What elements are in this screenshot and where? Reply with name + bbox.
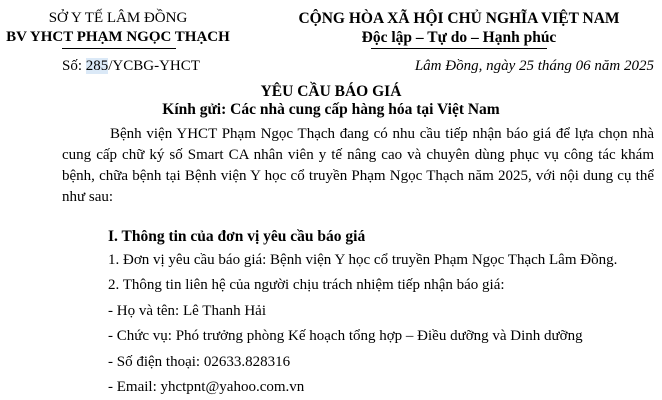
document-number-prefix: Số: [62, 58, 86, 74]
list-item: - Số điện thoại: 02633.828316 [108, 354, 291, 370]
list-item: - Email: yhctpnt@yahoo.com.vn [108, 379, 305, 395]
recipient-line: Kính gửi: Các nhà cung cấp hàng hóa tại Việt Nam [162, 101, 500, 118]
issuer-department: SỞ Y TẾ LÂM ĐỒNG [48, 10, 188, 26]
list-item: - Chức vụ: Phó trưởng phòng Kế hoạch tổng hợp – Điều dưỡng và Dinh dưỡng [108, 328, 583, 344]
list-item: - Họ và tên: Lê Thanh Hải [108, 303, 267, 319]
issuer-underline [62, 48, 176, 49]
section-heading: I. Thông tin của đơn vị yêu cầu báo giá [108, 228, 366, 245]
document-number-value: 285 [85, 58, 109, 74]
document-number [62, 58, 200, 75]
document-title: YÊU CẦU BÁO GIÁ [260, 83, 402, 100]
intro-paragraph: Bệnh viện YHCT Phạm Ngọc Thạch đang có nhu cầu tiếp nhận báo giá để lựa chọn nhà cung cấp chữ ký số Smart CA nhân viên y tế nâng cao và chuyên dùng phục vụ công tác khám bệnh, chữa bệnh tại Bệnh viện Y học cổ truyền Phạm Ngọc Thạch năm 2025, với nội dung cụ thể như sau: [62, 126, 654, 205]
national-motto: Độc lập – Tự do – Hạnh phúc [361, 29, 557, 46]
document-date: Lâm Đồng, ngày 25 tháng 06 năm 2025 [414, 58, 654, 74]
issuer-hospital: BV YHCT PHẠM NGỌC THẠCH [6, 29, 230, 45]
national-title: CỘNG HÒA XÃ HỘI CHỦ NGHĨA VIỆT NAM [298, 10, 620, 27]
motto-underline [371, 48, 547, 49]
list-item: 2. Thông tin liên hệ của người chịu trách nhiệm tiếp nhận báo giá: [108, 277, 505, 293]
list-item: 1. Đơn vị yêu cầu báo giá: Bệnh viện Y học cổ truyền Phạm Ngọc Thạch Lâm Đồng. [108, 252, 618, 268]
document-number-suffix: /YCBG-YHCT [108, 58, 200, 74]
